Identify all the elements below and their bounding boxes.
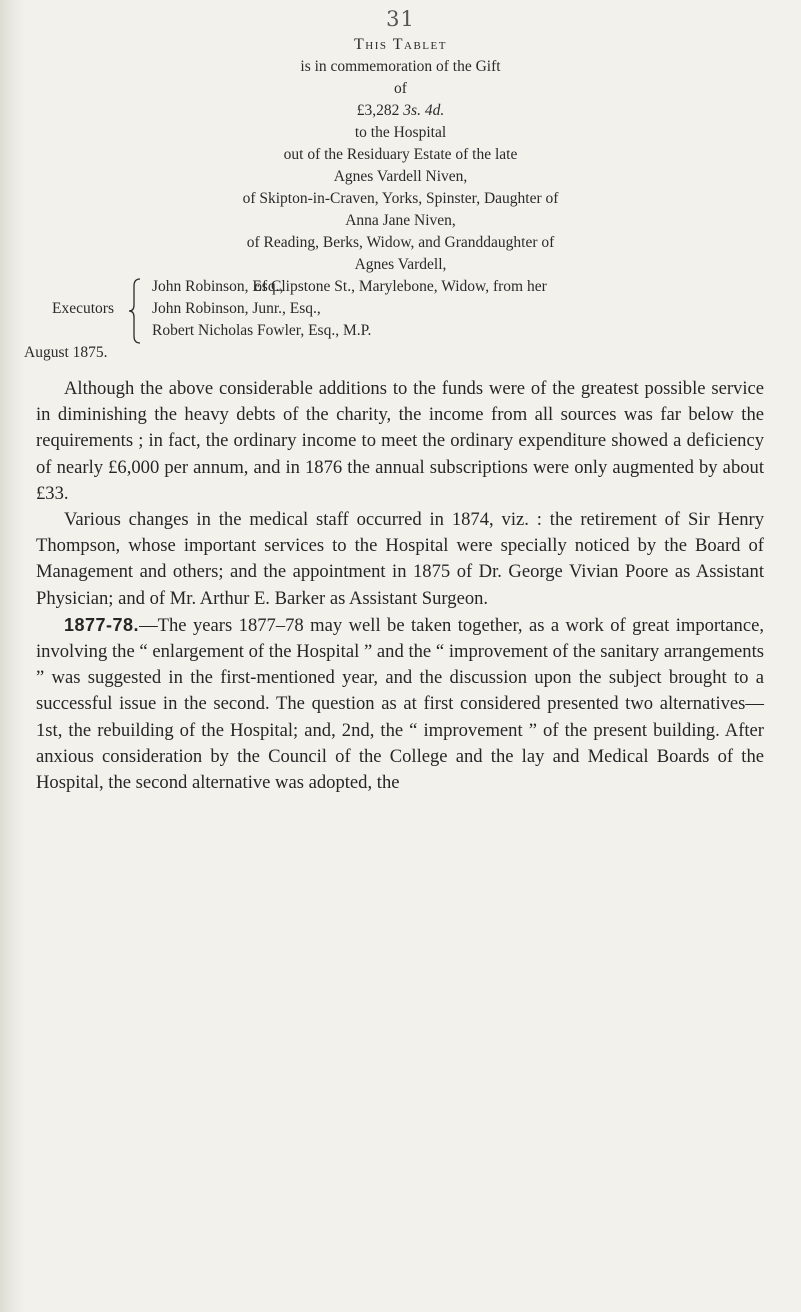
tablet-line: of Reading, Berks, Widow, and Granddaughter of: [246, 234, 555, 251]
tablet-line: of: [394, 80, 407, 97]
paragraph-text: Although the above considerable additions to the funds were of the greatest possible service in diminishing the heavy debts of the charity, the income from all sources was far below the requirements ; in fact, the ordinary income to meet the ordinary expenditure showed a deficiency of nearly £6,000 per annum, and in 1876 the annual subscriptions were only augmented by about £33.: [36, 378, 764, 504]
executor-name: Robert Nicholas Fowler, Esq., M.P.: [152, 322, 372, 339]
paragraph: [36, 612, 764, 796]
executors-label: Executors: [52, 300, 114, 317]
body-text: [36, 376, 764, 796]
tablet-line: out of the Residuary Estate of the late: [283, 146, 518, 163]
tablet-date: August 1875.: [24, 344, 108, 361]
tablet-title: This Tablet: [354, 36, 447, 53]
executors-list: [152, 276, 371, 342]
tablet-line: Agnes Vardell Niven,: [333, 168, 468, 185]
executor-name: John Robinson, Esq.,: [152, 278, 284, 295]
tablet-inscription: [0, 34, 801, 298]
year-heading: 1877-78.: [64, 614, 140, 635]
page-number: 31: [386, 7, 415, 31]
tablet-line: of Clipstone St., Marylebone, Widow, from her: [254, 278, 547, 295]
tablet-line: Anna Jane Niven,: [345, 212, 456, 229]
tablet-line: Agnes Vardell,: [354, 256, 447, 273]
paragraph-text: Various changes in the medical staff occurred in 1874, viz. : the retirement of Sir Henry Thompson, whose important services to the Hospital were specially noticed by the Board of Management and others; and the appointment in 1875 of Dr. George Vivian Poore as Assistant Physician; and of Mr. Arthur E. Barker as Assistant Surgeon.: [36, 509, 764, 609]
paragraph: [36, 507, 764, 612]
tablet-amount: [0, 100, 801, 122]
paragraph: [36, 376, 764, 507]
paragraph-text: —The years 1877–78 may well be taken together, as a work of great importance, involving the “ enlargement of the Hospital ” and the “ improvement of the sanitary arrangements ” was suggested in the first-mentioned year, and the discussion upon the subject brought to a successful issue in the second. The question as at first considered presented two alternatives—1st, the rebuilding of the Hospital; and, 2nd, the “ improvement ” of the present building. After anxious consideration by the Council of the College and the lay and Medical Boards of the Hospital, the second alternative was adopted, the: [36, 614, 764, 794]
amount-pounds: £3,282: [356, 102, 404, 119]
amount-shillings-pence: 3s. 4d.: [403, 102, 445, 119]
curly-brace-icon: [128, 278, 142, 344]
executor-name: John Robinson, Junr., Esq.,: [152, 300, 321, 317]
tablet-line: of Skipton-in-Craven, Yorks, Spinster, Daughter of: [242, 190, 559, 207]
tablet-line: to the Hospital: [354, 124, 447, 141]
tablet-line: is in commemoration of the Gift: [300, 58, 501, 75]
